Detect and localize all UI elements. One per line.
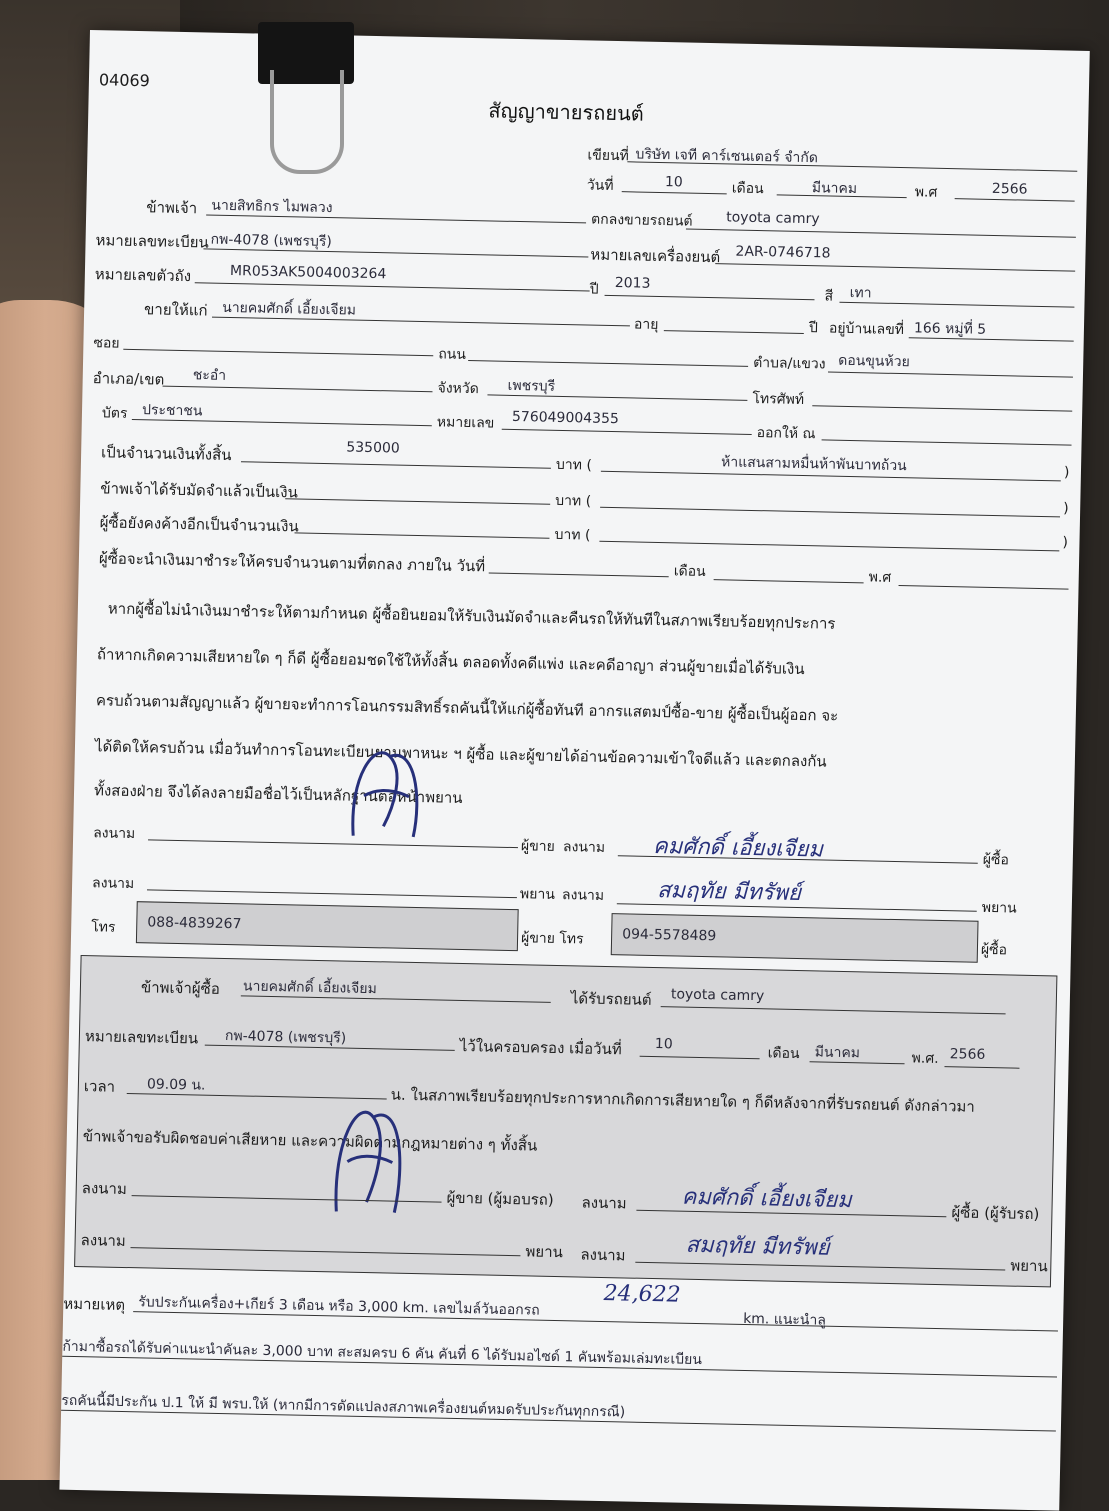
district-value: ชะอำ xyxy=(192,367,227,384)
car-year-label: ปี xyxy=(589,281,599,298)
baht-label: บาท ( xyxy=(555,456,593,474)
subdistrict-line xyxy=(828,372,1073,378)
issued-line xyxy=(822,439,1072,445)
receipt-plate-label: หมายเลขทะเบียน xyxy=(84,1027,199,1048)
seller-phone-box xyxy=(136,901,519,951)
payment-label: ผู้ซื้อจะนำเงินมาชำระให้ครบจำนวนตามที่ตกลง ภายใน วันที่ xyxy=(98,549,486,576)
year-line xyxy=(955,198,1075,202)
receipt-buyer-signature: คมศักดิ์ เอี้ยงเจียม xyxy=(681,1184,852,1214)
card-no-value: 576049004355 xyxy=(511,408,620,428)
receipt-day-line xyxy=(640,1056,760,1060)
address-label: อยู่บ้านเลขที่ xyxy=(828,320,905,339)
card-label: บัตร xyxy=(101,405,128,422)
color-value: เทา xyxy=(849,284,872,302)
remaining-close-paren: ) xyxy=(1062,534,1069,551)
date-day-value: 10 xyxy=(664,174,683,191)
deposit-baht-label: บาท ( xyxy=(555,492,592,510)
witness-sign-line-1 xyxy=(147,889,517,898)
written-at-label: เขียนที่ xyxy=(587,147,629,165)
document-title: สัญญาขายรถยนต์ xyxy=(488,98,644,126)
receipt-liability-text: ข้าพเจ้าขอรับผิดชอบค่าเสียหาย และความผิดตามกฎหมายต่าง ๆ ทั้งสิ้น xyxy=(82,1127,538,1155)
buyer-phone: 094-5578489 xyxy=(622,926,717,945)
term-line-3: ครบถ้วนตามสัญญาแล้ว ผู้ขายจะทำการโอนกรรมสิทธิ์รถคันนี้ให้แก่ผู้ซื้อทันที อากรแสตมป์ซื้อ-ขาย ผู้ซื้อเป็นผู้ออก จะ xyxy=(95,691,839,725)
total-label: เป็นจำนวนเงินทั้งสิ้น xyxy=(100,443,232,465)
receipt-buyer-label: ผู้ซื้อ (ผู้รับรถ) xyxy=(951,1203,1040,1224)
pay-year-line xyxy=(899,585,1069,590)
date-line xyxy=(622,191,727,194)
remaining-baht-label: บาท ( xyxy=(554,526,591,544)
seller-signature-scribble xyxy=(343,736,425,848)
receipt-year-line xyxy=(944,1066,1019,1069)
receipt-possession-label: ไว้ในครอบครอง เมื่อวันที่ xyxy=(459,1036,622,1059)
receipt-time: 09.09 น. xyxy=(146,1076,206,1094)
district-line xyxy=(163,386,433,393)
subdistrict-label: ตำบล/แขวง xyxy=(753,354,826,373)
buyer-label-2: ผู้ซื้อ xyxy=(980,941,1008,959)
receipt-year-label: พ.ศ. xyxy=(911,1050,939,1067)
seller-sign-line xyxy=(148,839,518,848)
car-model-line xyxy=(686,229,1076,238)
plate-label: หมายเลขทะเบียน xyxy=(95,231,209,252)
remaining-line xyxy=(295,532,550,538)
subdistrict-value: ดอนขุนห้วย xyxy=(838,352,910,371)
buyer-phone-box xyxy=(611,913,979,963)
note-text-1: รับประกันเครื่อง+เกียร์ 3 เดือน หรือ 3,000 km. เลขไมล์วันออกรถ xyxy=(138,1294,540,1319)
note-text-1-end: km. แนะนำลู xyxy=(742,1310,827,1329)
car-year-value: 2013 xyxy=(614,275,651,292)
buyer-signature: คมศักดิ์ เอี้ยงเจียม xyxy=(652,833,824,863)
total-line xyxy=(241,461,551,468)
note-text-2: ก้ามาซื้อรถได้รับค่าแนะนำคันละ 3,000 บาท สะสมครบ 6 คัน คันที่ 6 ได้รับมอไซด์ 1 คันพร้อมเล่มทะเบียน xyxy=(62,1338,703,1369)
total-words: ห้าแสนสามหมื่นห้าพันบาทถ้วน xyxy=(720,454,907,475)
remaining-label: ผู้ซื้อยังคงค้างอีกเป็นจำนวนเงิน xyxy=(99,513,299,536)
phone-line xyxy=(812,405,1072,411)
sign-label-3: ลงนาม xyxy=(91,875,135,893)
age-unit: ปี xyxy=(808,320,818,337)
witness-label-2: พยาน xyxy=(981,899,1017,917)
mileage-handwritten: 24,622 xyxy=(603,1281,681,1308)
chassis-line xyxy=(195,282,590,291)
road-line xyxy=(468,360,748,367)
sign-label-1: ลงนาม xyxy=(93,825,136,843)
soi-label: ซอย xyxy=(93,335,120,352)
document-number: 04069 xyxy=(98,70,151,91)
chassis-label: หมายเลขตัวถัง xyxy=(94,265,192,286)
month-value: มีนาคม xyxy=(811,180,858,198)
receipt-buyer-name: นายคมศักดิ์ เอี้ยงเจียม xyxy=(242,978,377,998)
sign-label-2: ลงนาม xyxy=(562,839,606,856)
note-label: หมายเหตุ xyxy=(63,1294,126,1315)
receipt-witness-label-1: พยาน xyxy=(525,1242,564,1262)
i-label: ข้าพเจ้า xyxy=(146,198,198,218)
address-value: 166 หมู่ที่ 5 xyxy=(913,320,987,338)
card-no-line xyxy=(502,429,752,435)
term-line-2: ถ้าหากเกิดความเสียหายใด ๆ ก็ดี ผู้ซื้อยอมชดใช้ให้ทั้งสิ้น ตลอดทั้งคดีแพ่ง และคดีอาญา ส่วนผู้ขายเมื่อได้รับเงิน xyxy=(96,645,805,679)
year-value: 2566 xyxy=(991,180,1028,198)
date-label: วันที่ xyxy=(586,177,614,194)
plate-value: กพ-4078 (เพชรบุรี) xyxy=(210,231,332,251)
pay-day-line xyxy=(489,572,669,577)
buyer-label-1: ผู้ซื้อ xyxy=(982,851,1010,869)
term-line-5: ทั้งสองฝ่าย จึงได้ลงลายมือชื่อไว้เป็นหลักฐานต่อหน้าพยาน xyxy=(93,781,463,807)
car-model: toyota camry xyxy=(726,209,820,228)
receipt-sign-label-2: ลงนาม xyxy=(581,1193,627,1213)
color-label: สี xyxy=(824,288,834,305)
age-label: อายุ xyxy=(633,316,659,333)
seller-label-1: ผู้ขาย xyxy=(520,838,556,855)
agree-sell-label: ตกลงขายรถยนต์ xyxy=(590,211,693,230)
receipt-sign-label-1: ลงนาม xyxy=(81,1179,128,1199)
receipt-year: 2566 xyxy=(949,1046,986,1063)
pay-month-label: เดือน xyxy=(673,563,706,581)
receipt-day: 10 xyxy=(654,1036,673,1053)
contract-paper xyxy=(59,30,1089,1511)
term-line-1: หากผู้ซื้อไม่นำเงินมาชำระให้ตามกำหนด ผู้ซื้อยินยอมให้รับเงินมัดจำและคืนรถให้ทันทีในสภาพเรียบร้อยทุกประการ xyxy=(107,599,836,633)
phone-label-1: โทร xyxy=(91,919,116,936)
receipt-month-label: เดือน xyxy=(767,1045,800,1063)
pay-year-label: พ.ศ xyxy=(868,569,892,586)
receipt-car-line xyxy=(661,1006,1006,1014)
written-at-value: บริษัท เจที คาร์เซนเตอร์ จำกัด xyxy=(635,146,819,167)
engine-value: 2AR-0746718 xyxy=(735,243,831,262)
receipt-witness-label-2: พยาน xyxy=(1010,1256,1048,1276)
car-year-line xyxy=(605,295,815,300)
seller-name: นายสิทธิกร ไมพลวง xyxy=(211,197,333,217)
binder-clip-wire xyxy=(270,70,344,174)
receipt-car-model: toyota camry xyxy=(670,986,765,1005)
receipt-plate: กพ-4078 (เพชรบุรี) xyxy=(224,1028,347,1047)
deposit-words-line xyxy=(600,507,1060,518)
receipt-received-label: ได้รับรถยนต์ xyxy=(570,989,652,1009)
card-type: ประชาชน xyxy=(141,402,203,420)
term-line-4: ได้ติดให้ครบถ้วน เมื่อวันทำการโอนทะเบียนยานพาหนะ ฯ ผู้ซื้อ และผู้ขายได้อ่านข้อความเข้าใจดีแล้ว และตกลงกัน xyxy=(94,737,827,771)
receipt-seller-signature-scribble xyxy=(326,1091,409,1223)
year-label: พ.ศ xyxy=(914,184,938,201)
remaining-words-line xyxy=(599,541,1059,552)
receipt-panel xyxy=(74,955,1057,1287)
engine-label: หมายเลขเครื่องยนต์ xyxy=(590,245,721,267)
color-line xyxy=(839,302,1074,308)
road-label: ถนน xyxy=(438,346,467,363)
receipt-buyer-prefix: ข้าพเจ้าผู้ซื้อ xyxy=(140,978,221,998)
month-label: เดือน xyxy=(731,180,764,198)
receipt-witness-signature: สมฤทัย มีทรัพย์ xyxy=(685,1232,830,1261)
receipt-sign-label-3: ลงนาม xyxy=(80,1231,126,1251)
province-label: จังหวัด xyxy=(437,380,479,398)
engine-line xyxy=(715,263,1075,272)
buyer-name: นายคมศักดิ์ เอี้ยงเจียม xyxy=(222,299,357,319)
close-paren: ) xyxy=(1063,464,1070,481)
issued-label: ออกให้ ณ xyxy=(756,425,816,443)
chassis-value: MR053AK5004003264 xyxy=(229,262,387,283)
note-text-3: รถคันนี้มีประกัน ป.1 ให้ มี พรบ.ให้ (หากมีการดัดแปลงสภาพเครื่องยนต์หมดรับประกันทุกกรณี) xyxy=(61,1392,626,1421)
deposit-label: ข้าพเจ้าได้รับมัดจำแล้วเป็นเงิน xyxy=(100,479,299,502)
soi-line xyxy=(123,349,433,356)
phone-label: โทรศัพท์ xyxy=(752,390,805,409)
deposit-line xyxy=(285,498,550,505)
district-label: อำเภอ/เขต xyxy=(92,369,165,389)
card-no-label: หมายเลข xyxy=(436,414,495,432)
sign-label-4: ลงนาม xyxy=(561,887,605,904)
pay-month-line xyxy=(714,579,864,583)
receipt-condition-text: น. ในสภาพเรียบร้อยทุกประการหากเกิดการเสียหายใด ๆ ก็ดีหลังจากที่รับรถยนต์ ดังกล่าวมา xyxy=(390,1085,975,1116)
deposit-close-paren: ) xyxy=(1063,500,1069,517)
receipt-time-label: เวลา xyxy=(83,1077,116,1096)
seller-phone: 088-4839267 xyxy=(147,914,242,933)
receipt-month: มีนาคม xyxy=(814,1044,861,1062)
receipt-witness-line-1 xyxy=(130,1247,520,1256)
total-amount: 535000 xyxy=(346,439,400,457)
witness-signature: สมฤทัย มีทรัพย์ xyxy=(656,878,802,907)
witness-label-1: พยาน xyxy=(519,886,556,903)
receipt-sign-label-4: ลงนาม xyxy=(580,1245,626,1265)
seller-phone-label: ผู้ขาย โทร xyxy=(520,930,584,948)
province-value: เพชรบุรี xyxy=(507,377,556,395)
receipt-seller-label: ผู้ขาย (ผู้มอบรถ) xyxy=(446,1188,554,1209)
sell-to-label: ขายให้แก่ xyxy=(143,300,208,320)
age-line xyxy=(664,330,804,334)
